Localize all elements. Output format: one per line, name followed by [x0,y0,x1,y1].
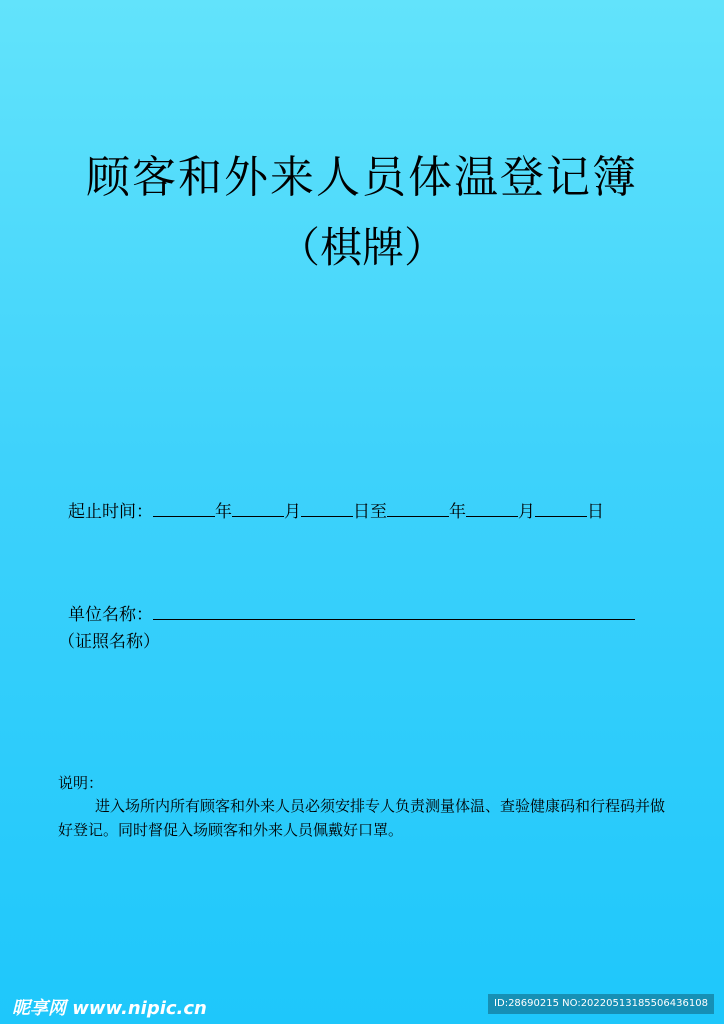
start-year-unit: 年 [215,502,232,522]
document-title: 顾客和外来人员体温登记簿 [86,152,638,203]
notes-body: 进入场所内所有顾客和外来人员必须安排专人负责测量体温、查验健康码和行程码并做好登记。同时督促入场顾客和外来人员佩戴好口罩。 [58,797,666,839]
watermark-id: ID:28690215 NO:20220513185506436108 [488,994,714,1014]
end-year-unit: 年 [449,502,466,522]
date-range-label: 起止时间： [68,502,153,522]
start-month-unit: 月 [284,502,301,522]
watermark-site: 昵享网 www.nipic.cn [12,998,207,1019]
start-month-blank[interactable] [232,501,284,517]
date-range-row [68,500,604,524]
start-year-blank[interactable] [153,501,215,517]
start-day-blank[interactable] [301,501,353,517]
unit-name-blank[interactable] [153,603,635,620]
start-day-to: 日至 [353,502,387,522]
document-subtitle: （棋牌） [277,223,446,272]
unit-name-row [68,603,635,627]
end-month-blank[interactable] [466,501,518,517]
end-day-blank[interactable] [535,501,587,517]
notes-label: 说明： [58,774,104,792]
unit-name-label: 单位名称： [68,605,153,625]
unit-name-note: （证照名称） [58,632,160,652]
end-year-blank[interactable] [387,501,449,517]
end-day-unit: 日 [587,502,604,522]
end-month-unit: 月 [518,502,535,522]
